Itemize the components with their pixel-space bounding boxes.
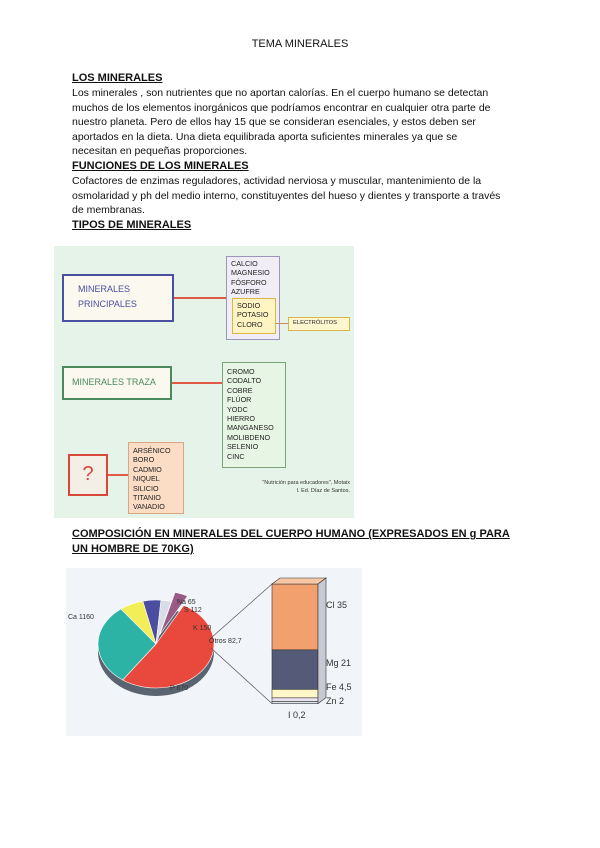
mineral-item: YODC xyxy=(227,404,248,414)
mineral-item: VANADIO xyxy=(133,502,165,512)
text-line: aportados en la dieta. Una dieta equilibrada aporta suficientes minerales ya que se xyxy=(72,130,458,143)
unknown-minerals-list xyxy=(128,442,184,514)
slice-label-ca: Ca 1160 xyxy=(68,614,94,621)
bar-label-i: I 0,2 xyxy=(288,710,306,720)
heading-composicion xyxy=(72,527,542,557)
bar-label-fe: Fe 4,5 xyxy=(326,682,352,692)
text-line: de membranas. xyxy=(72,204,145,216)
text-line: nuestro planeta. Pero de ellos hay 15 que se consideran esenciales, y estos deben ser xyxy=(72,116,476,128)
text-line: muchos de los elementos inorgánicos que podríamos encontrar en cualquier otra parte de xyxy=(72,101,491,114)
mineral-composition-chart xyxy=(66,568,362,736)
heading-funciones: FUNCIONES DE LOS MINERALES xyxy=(72,160,249,172)
slice-label-na: Na 65 xyxy=(177,599,196,606)
mineral-item: COBRE xyxy=(227,385,253,395)
question-mark-box: ? xyxy=(68,454,108,496)
mineral-item: MOLIBDENO xyxy=(227,432,271,442)
bar-top-face xyxy=(272,578,326,584)
figure-source xyxy=(230,479,350,495)
bar-label-zn: Zn 2 xyxy=(326,696,345,706)
trace-minerals-box: MINERALES TRAZA xyxy=(62,366,172,400)
connector-line xyxy=(276,323,288,324)
mineral-item: FÓSFORO xyxy=(231,277,267,287)
heading-line: UN HOMBRE DE 70KG) xyxy=(72,543,194,555)
bar-label-cl: Cl 35 xyxy=(326,600,348,610)
bar-segment-cl xyxy=(272,584,318,650)
bar-segment-mg xyxy=(272,650,318,690)
principal-minerals-box xyxy=(62,274,174,322)
mineral-item: CINC xyxy=(227,451,245,461)
document-title: TEMA MINERALES xyxy=(251,38,349,50)
pie-chart-svg xyxy=(66,568,362,736)
bar-segment-fe xyxy=(272,689,318,697)
slice-label-s: S 112 xyxy=(184,607,202,614)
trace-minerals-list xyxy=(222,362,286,468)
text-line: Los minerales , son nutrientes que no aportan calorías. En el cuerpo humano se detectan xyxy=(72,87,489,99)
mineral-item: NIQUEL xyxy=(133,474,160,484)
mineral-item: CADMIO xyxy=(133,464,162,474)
mineral-item: MANGANESO xyxy=(227,423,274,433)
mineral-item: MAGNESIO xyxy=(231,268,270,278)
slice-label-k: K 150 xyxy=(193,625,212,632)
mineral-item: POTASIO xyxy=(237,310,269,320)
principal-label-line: PRINCIPALES xyxy=(78,299,137,309)
principal-label-line: MINERALES xyxy=(78,284,131,294)
electrolytes-tag: ELECTRÓLITOS xyxy=(288,317,350,331)
paragraph-los-minerales xyxy=(72,86,522,159)
source-line: I. Ed. Díaz de Santos. xyxy=(296,488,350,494)
mineral-item: HIERRO xyxy=(227,414,255,424)
text-line: osmolaridad y ph del medio interno, constituyentes del hueso y dientes y transporte a través xyxy=(72,189,501,202)
mineral-item: CALCIO xyxy=(231,259,258,268)
connector-line xyxy=(172,382,222,384)
bar-segment-i xyxy=(272,702,318,704)
mineral-item: FLÚOR xyxy=(227,395,252,405)
mineral-item: SELENIO xyxy=(227,442,259,452)
heading-los-minerales: LOS MINERALES xyxy=(72,72,163,84)
breakdown-connector xyxy=(211,648,272,704)
mineral-item: AZUFRE xyxy=(231,287,260,297)
mineral-item: ARSÉNICO xyxy=(133,446,171,455)
slice-label-otros: Otros 82,7 xyxy=(209,638,242,645)
source-line: "Nutrición para educadores", Motaix xyxy=(262,480,350,486)
connector-line xyxy=(108,474,128,476)
mineral-item: SODIO xyxy=(237,301,261,310)
mineral-item: SILICIO xyxy=(133,483,159,493)
paragraph-funciones xyxy=(72,174,522,218)
mineral-item: CROMO xyxy=(227,367,255,376)
slice-label-p: P 670 xyxy=(170,685,189,692)
breakdown-connector xyxy=(211,584,272,638)
text-line: Cofactores de enzimas reguladores, actividad nerviosa y muscular, mantenimiento de la xyxy=(72,175,482,187)
text-line: necesitan en pequeñas proporciones. xyxy=(72,145,248,157)
mineral-item: CLORO xyxy=(237,319,263,329)
mineral-types-diagram xyxy=(54,246,354,518)
electrolyte-list xyxy=(232,298,276,334)
mineral-item: CODALTO xyxy=(227,376,262,386)
bar-label-mg: Mg 21 xyxy=(326,658,352,668)
mineral-item: TITANIO xyxy=(133,493,161,503)
connector-line xyxy=(174,297,226,299)
bar-segment-zn xyxy=(272,698,318,702)
heading-tipos: TIPOS DE MINERALES xyxy=(72,219,192,231)
bar-side-face xyxy=(318,578,326,704)
heading-line: COMPOSICIÓN EN MINERALES DEL CUERPO HUMANO (EXPRESADOS EN g PARA xyxy=(72,528,510,540)
mineral-item: BORO xyxy=(133,455,155,465)
